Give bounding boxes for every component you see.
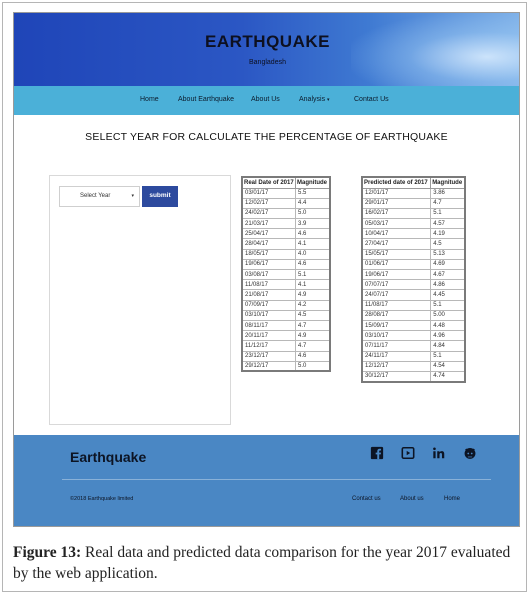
magnitude-cell: 4.7 — [431, 198, 465, 208]
table-row — [362, 300, 465, 310]
magnitude-cell: 4.2 — [296, 300, 330, 310]
magnitude-cell: 4.86 — [431, 280, 465, 290]
magnitude-cell: 4.7 — [296, 341, 330, 351]
table-row — [242, 331, 330, 341]
facebook-icon[interactable] — [370, 446, 384, 460]
magnitude-cell: 4.84 — [431, 341, 465, 351]
date-cell: 03/10/17 — [242, 310, 296, 320]
table-row — [242, 208, 330, 218]
year-select-value: Select Year — [80, 193, 111, 199]
footer-link-home[interactable]: Home — [444, 496, 461, 502]
footer-link-contact-us[interactable]: Contact us — [352, 496, 381, 502]
date-cell: 23/12/17 — [242, 351, 296, 361]
table-row — [242, 320, 330, 330]
date-cell: 11/12/17 — [242, 341, 296, 351]
date-cell: 18/05/17 — [242, 249, 296, 259]
date-cell: 25/04/17 — [242, 229, 296, 239]
date-cell: 07/07/17 — [362, 280, 431, 290]
magnitude-cell: 5.0 — [296, 208, 330, 218]
date-cell: 03/08/17 — [242, 270, 296, 280]
table-row — [362, 280, 465, 290]
date-cell: 11/08/17 — [362, 300, 431, 310]
column-header-magnitude: Magnitude — [431, 177, 465, 188]
column-header-real-date: Real Date of 2017 — [242, 177, 296, 188]
magnitude-cell: 3.86 — [431, 188, 465, 198]
figure-frame — [2, 2, 527, 592]
date-cell: 12/12/17 — [362, 361, 431, 371]
table-row — [362, 290, 465, 300]
date-cell: 19/06/17 — [242, 259, 296, 269]
magnitude-cell: 4.48 — [431, 320, 465, 330]
table-row — [362, 310, 465, 320]
table-row — [362, 198, 465, 208]
date-cell: 21/08/17 — [242, 290, 296, 300]
table-row — [242, 188, 330, 198]
magnitude-cell: 4.5 — [431, 239, 465, 249]
table-header-row — [362, 177, 465, 188]
table-row — [362, 239, 465, 249]
date-cell: 11/08/17 — [242, 280, 296, 290]
footer-link-about-us[interactable]: About us — [400, 496, 424, 502]
table-row — [362, 270, 465, 280]
magnitude-cell: 4.1 — [296, 239, 330, 249]
table-row — [362, 259, 465, 269]
date-cell: 19/06/17 — [362, 270, 431, 280]
date-cell: 30/12/17 — [362, 371, 431, 381]
magnitude-cell: 4.45 — [431, 290, 465, 300]
magnitude-cell: 5.1 — [296, 270, 330, 280]
magnitude-cell: 4.6 — [296, 259, 330, 269]
date-cell: 03/10/17 — [362, 331, 431, 341]
table-row — [242, 229, 330, 239]
magnitude-cell: 3.9 — [296, 219, 330, 229]
nav-item-about-us[interactable]: About Us — [251, 96, 280, 103]
footer-copyright: ©2018 Earthquake limited — [70, 496, 134, 502]
table-row — [362, 219, 465, 229]
magnitude-cell: 4.6 — [296, 229, 330, 239]
column-header-predicted-date: Predicted date of 2017 — [362, 177, 431, 188]
table-row — [242, 219, 330, 229]
date-cell: 27/04/17 — [362, 239, 431, 249]
year-select[interactable] — [59, 186, 140, 207]
date-cell: 08/11/17 — [242, 320, 296, 330]
magnitude-cell: 4.5 — [296, 310, 330, 320]
nav-item-home[interactable]: Home — [140, 96, 159, 103]
real-data-table — [241, 176, 331, 372]
date-cell: 24/07/17 — [362, 290, 431, 300]
magnitude-cell: 5.0 — [296, 361, 330, 371]
date-cell: 10/04/17 — [362, 229, 431, 239]
magnitude-cell: 4.7 — [296, 320, 330, 330]
table-row — [362, 371, 465, 381]
table-row — [362, 320, 465, 330]
nav-item-analysis-label: Analysis — [299, 96, 326, 103]
table-row — [362, 351, 465, 361]
date-cell: 12/01/17 — [362, 188, 431, 198]
date-cell: 07/09/17 — [242, 300, 296, 310]
nav-item-about-earthquake[interactable]: About Earthquake — [178, 96, 235, 103]
magnitude-cell: 4.69 — [431, 259, 465, 269]
page-heading: SELECT YEAR FOR CALCULATE THE PERCENTAGE OF EARTHQUAKE — [85, 131, 448, 143]
submit-button[interactable]: submit — [142, 186, 178, 207]
table-row — [242, 310, 330, 320]
table-row — [242, 351, 330, 361]
magnitude-cell: 5.1 — [431, 351, 465, 361]
table-row — [362, 341, 465, 351]
magnitude-cell: 4.19 — [431, 229, 465, 239]
table-row — [362, 229, 465, 239]
date-cell: 29/01/17 — [362, 198, 431, 208]
date-cell: 24/11/17 — [362, 351, 431, 361]
table-row — [242, 249, 330, 259]
date-cell: 01/06/17 — [362, 259, 431, 269]
table-row — [242, 259, 330, 269]
nav-item-analysis[interactable] — [299, 96, 330, 103]
date-cell: 12/02/17 — [242, 198, 296, 208]
magnitude-cell: 4.0 — [296, 249, 330, 259]
youtube-icon[interactable] — [401, 446, 415, 460]
table-row — [242, 341, 330, 351]
column-header-magnitude: Magnitude — [296, 177, 330, 188]
chevron-down-icon: ▾ — [327, 97, 330, 103]
magnitude-cell: 5.1 — [431, 300, 465, 310]
web-app-screenshot — [13, 12, 520, 527]
table-row — [362, 361, 465, 371]
site-header — [14, 13, 520, 86]
figure-label: Figure 13: — [13, 544, 82, 561]
date-cell: 21/03/17 — [242, 219, 296, 229]
magnitude-cell: 4.9 — [296, 331, 330, 341]
github-icon[interactable] — [463, 446, 477, 460]
date-cell: 15/09/17 — [362, 320, 431, 330]
magnitude-cell: 4.1 — [296, 280, 330, 290]
table-row — [242, 198, 330, 208]
table-row — [242, 239, 330, 249]
table-row — [362, 188, 465, 198]
table-row — [242, 300, 330, 310]
date-cell: 05/03/17 — [362, 219, 431, 229]
footer-divider — [62, 479, 491, 480]
table-row — [362, 331, 465, 341]
table-header-row — [242, 177, 330, 188]
magnitude-cell: 4.96 — [431, 331, 465, 341]
date-cell: 16/02/17 — [362, 208, 431, 218]
magnitude-cell: 4.74 — [431, 371, 465, 381]
magnitude-cell: 4.67 — [431, 270, 465, 280]
footer-brand: Earthquake — [70, 449, 147, 465]
table-row — [242, 270, 330, 280]
magnitude-cell: 4.9 — [296, 290, 330, 300]
year-select-panel — [49, 175, 231, 425]
main-nav — [14, 86, 520, 115]
magnitude-cell: 4.6 — [296, 351, 330, 361]
magnitude-cell: 4.57 — [431, 219, 465, 229]
table-row — [242, 361, 330, 371]
magnitude-cell: 5.13 — [431, 249, 465, 259]
magnitude-cell: 5.5 — [296, 188, 330, 198]
table-row — [362, 208, 465, 218]
site-subtitle: Bangladesh — [249, 59, 286, 66]
chevron-down-icon: ▾ — [131, 193, 134, 199]
date-cell: 20/11/17 — [242, 331, 296, 341]
predicted-data-table — [361, 176, 466, 383]
linkedin-icon[interactable] — [432, 446, 446, 460]
date-cell: 07/11/17 — [362, 341, 431, 351]
date-cell: 28/04/17 — [242, 239, 296, 249]
date-cell: 24/02/17 — [242, 208, 296, 218]
date-cell: 28/08/17 — [362, 310, 431, 320]
site-title: EARTHQUAKE — [205, 32, 330, 51]
date-cell: 03/01/17 — [242, 188, 296, 198]
table-row — [362, 249, 465, 259]
magnitude-cell: 4.54 — [431, 361, 465, 371]
date-cell: 29/12/17 — [242, 361, 296, 371]
nav-item-contact-us[interactable]: Contact Us — [354, 96, 389, 103]
magnitude-cell: 5.1 — [431, 208, 465, 218]
table-row — [242, 280, 330, 290]
figure-caption — [13, 542, 523, 584]
table-row — [242, 290, 330, 300]
caption-text: Real data and predicted data comparison for the year 2017 evaluated by the web application. — [13, 544, 511, 582]
magnitude-cell: 4.4 — [296, 198, 330, 208]
site-footer — [14, 435, 520, 527]
date-cell: 15/05/17 — [362, 249, 431, 259]
magnitude-cell: 5.00 — [431, 310, 465, 320]
